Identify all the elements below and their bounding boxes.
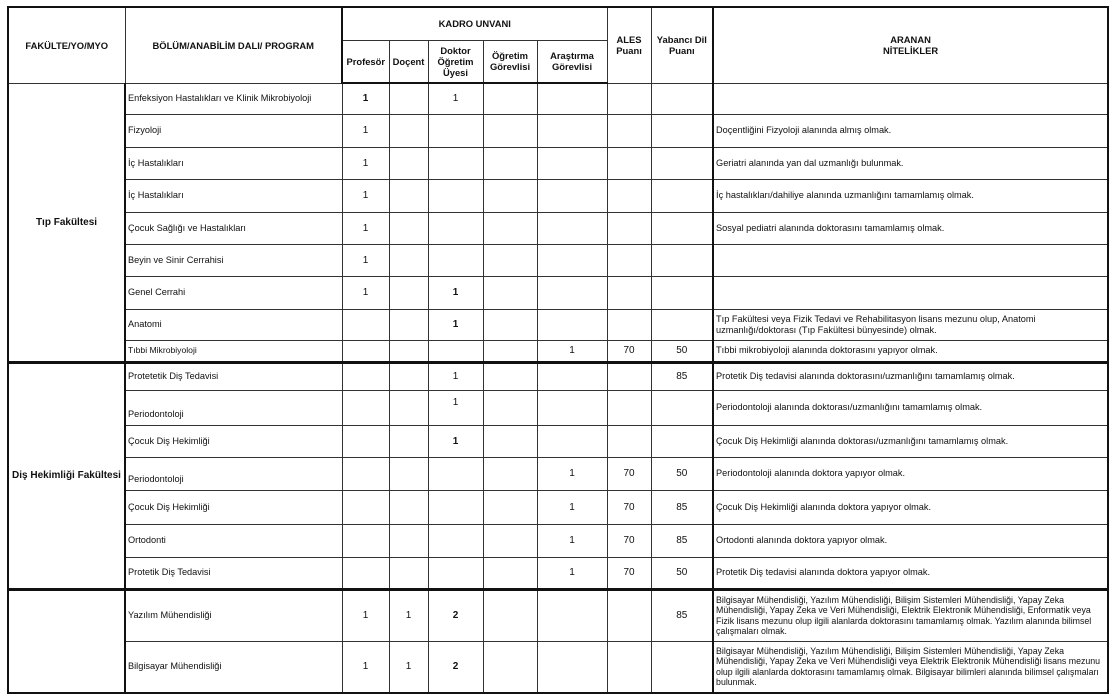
header-dr-ogr-uyesi: Doktor Öğretim Üyesi [428,40,483,83]
yabanci-dil-cell [651,276,713,309]
dr-ogr-uyesi-cell [428,179,483,212]
docent-cell [389,212,428,244]
ogretim-gorevlisi-cell [483,457,537,490]
docent-cell [389,309,428,340]
ales-cell [607,641,651,693]
table-row [8,524,1108,557]
ogretim-gorevlisi-cell [483,641,537,693]
nitelikler-cell: Bilgisayar Mühendisliği, Yazılım Mühendisliği, Bilişim Sistemleri Mühendisliği, Yapay Zeka Mühendisliği, Yapay Zeka ve Veri Mühendisliği, Elektrik Elektronik Mühendisliği, Enformatik veya Fizik lisans mezunu olup ilgili alanlarda doktorasını tamamlamış olmak. Yazılım alanında bilimsel çalışmaları olmak. [713,589,1108,641]
dr-ogr-uyesi-cell: 2 [428,589,483,641]
nitelikler-cell: Protetik Diş tedavisi alanında doktorasını/uzmanlığını tamamlamış olmak. [713,362,1108,390]
program-cell: Çocuk Diş Hekimliği [125,490,342,524]
nitelikler-cell: Çocuk Diş Hekimliği alanında doktora yapıyor olmak. [713,490,1108,524]
table-row [8,114,1108,147]
header-aranan-nitelikler [713,7,1108,83]
table-row [8,362,1108,390]
ogretim-gorevlisi-cell [483,147,537,179]
profesor-cell: 1 [342,244,389,276]
table-row [8,589,1108,641]
profesor-cell [342,490,389,524]
program-cell: İç Hastalıkları [125,179,342,212]
arastirma-gorevlisi-cell [537,276,607,309]
profesor-cell [342,309,389,340]
nitelikler-cell: Bilgisayar Mühendisliği, Yazılım Mühendisliği, Bilişim Sistemleri Mühendisliği, Yapay Zeka Mühendisliği, Yapay Zeka ve Veri Mühendisliği veya Elektrik Elektronik Mühendisliği lisans mezunu olup ilgili alanlarda doktorasını tamamlamış olmak. Bilgisayar bilimleri alanında bilimsel çalışmaları bulunmak. [713,641,1108,693]
faculty-cell: Diş Hekimliği Fakültesi [8,362,125,589]
arastirma-gorevlisi-cell: 1 [537,557,607,589]
yabanci-dil-cell: 50 [651,557,713,589]
arastirma-gorevlisi-cell: 1 [537,457,607,490]
table-row [8,490,1108,524]
program-cell: Periodontoloji [125,457,342,490]
dr-ogr-uyesi-cell [428,557,483,589]
table-row [8,641,1108,693]
nitelikler-cell: Doçentliğini Fizyoloji alanında almış olmak. [713,114,1108,147]
faculty-cell: Tıp Fakültesi [8,83,125,362]
docent-cell [389,390,428,425]
docent-cell: 1 [389,589,428,641]
dr-ogr-uyesi-cell: 1 [428,390,483,425]
dr-ogr-uyesi-cell: 1 [428,362,483,390]
yabanci-dil-cell [651,309,713,340]
program-cell: Tıbbi Mikrobiyoloji [125,340,342,362]
program-cell: Yazılım Mühendisliği [125,589,342,641]
profesor-cell: 1 [342,276,389,309]
faculty-cell [8,589,125,693]
header-program: BÖLÜM/ANABİLİM DALI/ PROGRAM [125,7,342,83]
dr-ogr-uyesi-cell [428,524,483,557]
profesor-cell [342,524,389,557]
docent-cell: 1 [389,641,428,693]
docent-cell [389,457,428,490]
ogretim-gorevlisi-cell [483,309,537,340]
dr-ogr-uyesi-cell: 1 [428,276,483,309]
docent-cell [389,340,428,362]
nitelikler-cell: Çocuk Diş Hekimliği alanında doktorası/uzmanlığını tamamlamış olmak. [713,425,1108,457]
arastirma-gorevlisi-cell [537,390,607,425]
header-arastirma-gorevlisi: Araştırma Görevlisi [537,40,607,83]
docent-cell [389,179,428,212]
ales-cell [607,362,651,390]
yabanci-dil-cell [651,179,713,212]
yabanci-dil-cell: 85 [651,362,713,390]
ales-cell [607,309,651,340]
ales-cell [607,147,651,179]
nitelikler-cell: İç hastalıkları/dahiliye alanında uzmanlığını tamamlamış olmak. [713,179,1108,212]
yabanci-dil-cell [651,147,713,179]
dr-ogr-uyesi-cell: 1 [428,425,483,457]
yabanci-dil-cell [651,83,713,114]
program-cell: Genel Cerrahi [125,276,342,309]
header-ogretim-gorevlisi: Öğretim Görevlisi [483,40,537,83]
ales-cell [607,179,651,212]
profesor-cell [342,457,389,490]
program-cell: Çocuk Diş Hekimliği [125,425,342,457]
yabanci-dil-cell: 50 [651,457,713,490]
docent-cell [389,114,428,147]
program-cell: Protetetik Diş Tedavisi [125,362,342,390]
program-cell: Fizyoloji [125,114,342,147]
arastirma-gorevlisi-cell: 1 [537,340,607,362]
table-row [8,557,1108,589]
ogretim-gorevlisi-cell [483,362,537,390]
nitelikler-cell: Protetik Diş tedavisi alanında doktora yapıyor olmak. [713,557,1108,589]
table-row [8,212,1108,244]
ales-cell [607,276,651,309]
arastirma-gorevlisi-cell [537,641,607,693]
ales-cell [607,244,651,276]
arastirma-gorevlisi-cell: 1 [537,524,607,557]
header-profesor: Profesör [342,40,389,83]
dr-ogr-uyesi-cell: 2 [428,641,483,693]
profesor-cell [342,557,389,589]
ales-cell: 70 [607,490,651,524]
arastirma-gorevlisi-cell [537,147,607,179]
header-ales: ALES Puanı [607,7,651,83]
docent-cell [389,524,428,557]
program-cell: Enfeksiyon Hastalıkları ve Klinik Mikrobiyoloji [125,83,342,114]
yabanci-dil-cell [651,114,713,147]
nitelikler-cell [713,83,1108,114]
yabanci-dil-cell [651,425,713,457]
ales-cell: 70 [607,557,651,589]
nitelikler-cell: Geriatri alanında yan dal uzmanlığı bulunmak. [713,147,1108,179]
ogretim-gorevlisi-cell [483,179,537,212]
ogretim-gorevlisi-cell [483,83,537,114]
profesor-cell: 1 [342,212,389,244]
dr-ogr-uyesi-cell: 1 [428,309,483,340]
yabanci-dil-cell [651,212,713,244]
arastirma-gorevlisi-cell [537,244,607,276]
ales-cell [607,425,651,457]
ales-cell [607,390,651,425]
ales-cell [607,589,651,641]
table-row [8,425,1108,457]
docent-cell [389,557,428,589]
nitelikler-cell [713,244,1108,276]
nitelikler-cell: Sosyal pediatri alanında doktorasını tamamlamış olmak. [713,212,1108,244]
docent-cell [389,425,428,457]
profesor-cell [342,425,389,457]
dr-ogr-uyesi-cell [428,244,483,276]
docent-cell [389,362,428,390]
ales-cell [607,83,651,114]
program-cell: Bilgisayar Mühendisliği [125,641,342,693]
dr-ogr-uyesi-cell [428,340,483,362]
table-row [8,340,1108,362]
nitelikler-cell: Ortodonti alanında doktora yapıyor olmak. [713,524,1108,557]
program-cell: Protetik Diş Tedavisi [125,557,342,589]
table-row [8,179,1108,212]
table-row [8,309,1108,340]
program-cell: Ortodonti [125,524,342,557]
yabanci-dil-cell [651,244,713,276]
table-row [8,457,1108,490]
ales-cell: 70 [607,340,651,362]
table-row [8,147,1108,179]
profesor-cell: 1 [342,83,389,114]
arastirma-gorevlisi-cell [537,212,607,244]
ogretim-gorevlisi-cell [483,276,537,309]
dr-ogr-uyesi-cell [428,114,483,147]
yabanci-dil-cell: 50 [651,340,713,362]
profesor-cell: 1 [342,641,389,693]
header-aranan: ARANAN [890,34,931,46]
ogretim-gorevlisi-cell [483,390,537,425]
program-cell: İç Hastalıkları [125,147,342,179]
profesor-cell: 1 [342,179,389,212]
profesor-cell: 1 [342,589,389,641]
header-faculty: FAKÜLTE/YO/MYO [8,7,125,83]
header-kadro-unvani: KADRO UNVANI [342,7,607,40]
profesor-cell [342,340,389,362]
program-cell: Periodontoloji [125,390,342,425]
dr-ogr-uyesi-cell [428,457,483,490]
nitelikler-cell [713,276,1108,309]
nitelikler-cell: Tıp Fakültesi veya Fizik Tedavi ve Rehabilitasyon lisans mezunu olup, Anatomi uzmanlığı/doktorası (Tıp Fakültesi bünyesinde) olmak. [713,309,1108,340]
job-posting-table [7,6,1109,694]
yabanci-dil-cell: 85 [651,589,713,641]
table-row [8,83,1108,114]
header-nitelikler: NİTELİKLER [882,45,939,57]
ogretim-gorevlisi-cell [483,589,537,641]
yabanci-dil-cell: 85 [651,490,713,524]
header-yabanci-dil: Yabancı Dil Puanı [651,7,713,83]
program-cell: Anatomi [125,309,342,340]
docent-cell [389,490,428,524]
table-row [8,244,1108,276]
profesor-cell: 1 [342,114,389,147]
dr-ogr-uyesi-cell [428,212,483,244]
docent-cell [389,244,428,276]
ogretim-gorevlisi-cell [483,425,537,457]
arastirma-gorevlisi-cell [537,362,607,390]
ales-cell: 70 [607,524,651,557]
dr-ogr-uyesi-cell [428,490,483,524]
ales-cell: 70 [607,457,651,490]
ogretim-gorevlisi-cell [483,244,537,276]
ogretim-gorevlisi-cell [483,490,537,524]
docent-cell [389,147,428,179]
arastirma-gorevlisi-cell [537,114,607,147]
program-cell: Beyin ve Sinir Cerrahisi [125,244,342,276]
yabanci-dil-cell [651,641,713,693]
ogretim-gorevlisi-cell [483,114,537,147]
nitelikler-cell: Tıbbi mikrobiyoloji alanında doktorasını yapıyor olmak. [713,340,1108,362]
nitelikler-cell: Periodontoloji alanında doktora yapıyor olmak. [713,457,1108,490]
profesor-cell: 1 [342,147,389,179]
arastirma-gorevlisi-cell [537,589,607,641]
dr-ogr-uyesi-cell [428,147,483,179]
docent-cell [389,276,428,309]
ogretim-gorevlisi-cell [483,340,537,362]
arastirma-gorevlisi-cell [537,179,607,212]
yabanci-dil-cell: 85 [651,524,713,557]
arastirma-gorevlisi-cell [537,83,607,114]
dr-ogr-uyesi-cell: 1 [428,83,483,114]
nitelikler-cell: Periodontoloji alanında doktorası/uzmanlığını tamamlamış olmak. [713,390,1108,425]
header-docent: Doçent [389,40,428,83]
profesor-cell [342,390,389,425]
arastirma-gorevlisi-cell [537,425,607,457]
ales-cell [607,114,651,147]
table-row [8,390,1108,425]
profesor-cell [342,362,389,390]
yabanci-dil-cell [651,390,713,425]
program-cell: Çocuk Sağlığı ve Hastalıkları [125,212,342,244]
ales-cell [607,212,651,244]
ogretim-gorevlisi-cell [483,212,537,244]
docent-cell [389,83,428,114]
arastirma-gorevlisi-cell: 1 [537,490,607,524]
ogretim-gorevlisi-cell [483,557,537,589]
table-row [8,276,1108,309]
arastirma-gorevlisi-cell [537,309,607,340]
ogretim-gorevlisi-cell [483,524,537,557]
